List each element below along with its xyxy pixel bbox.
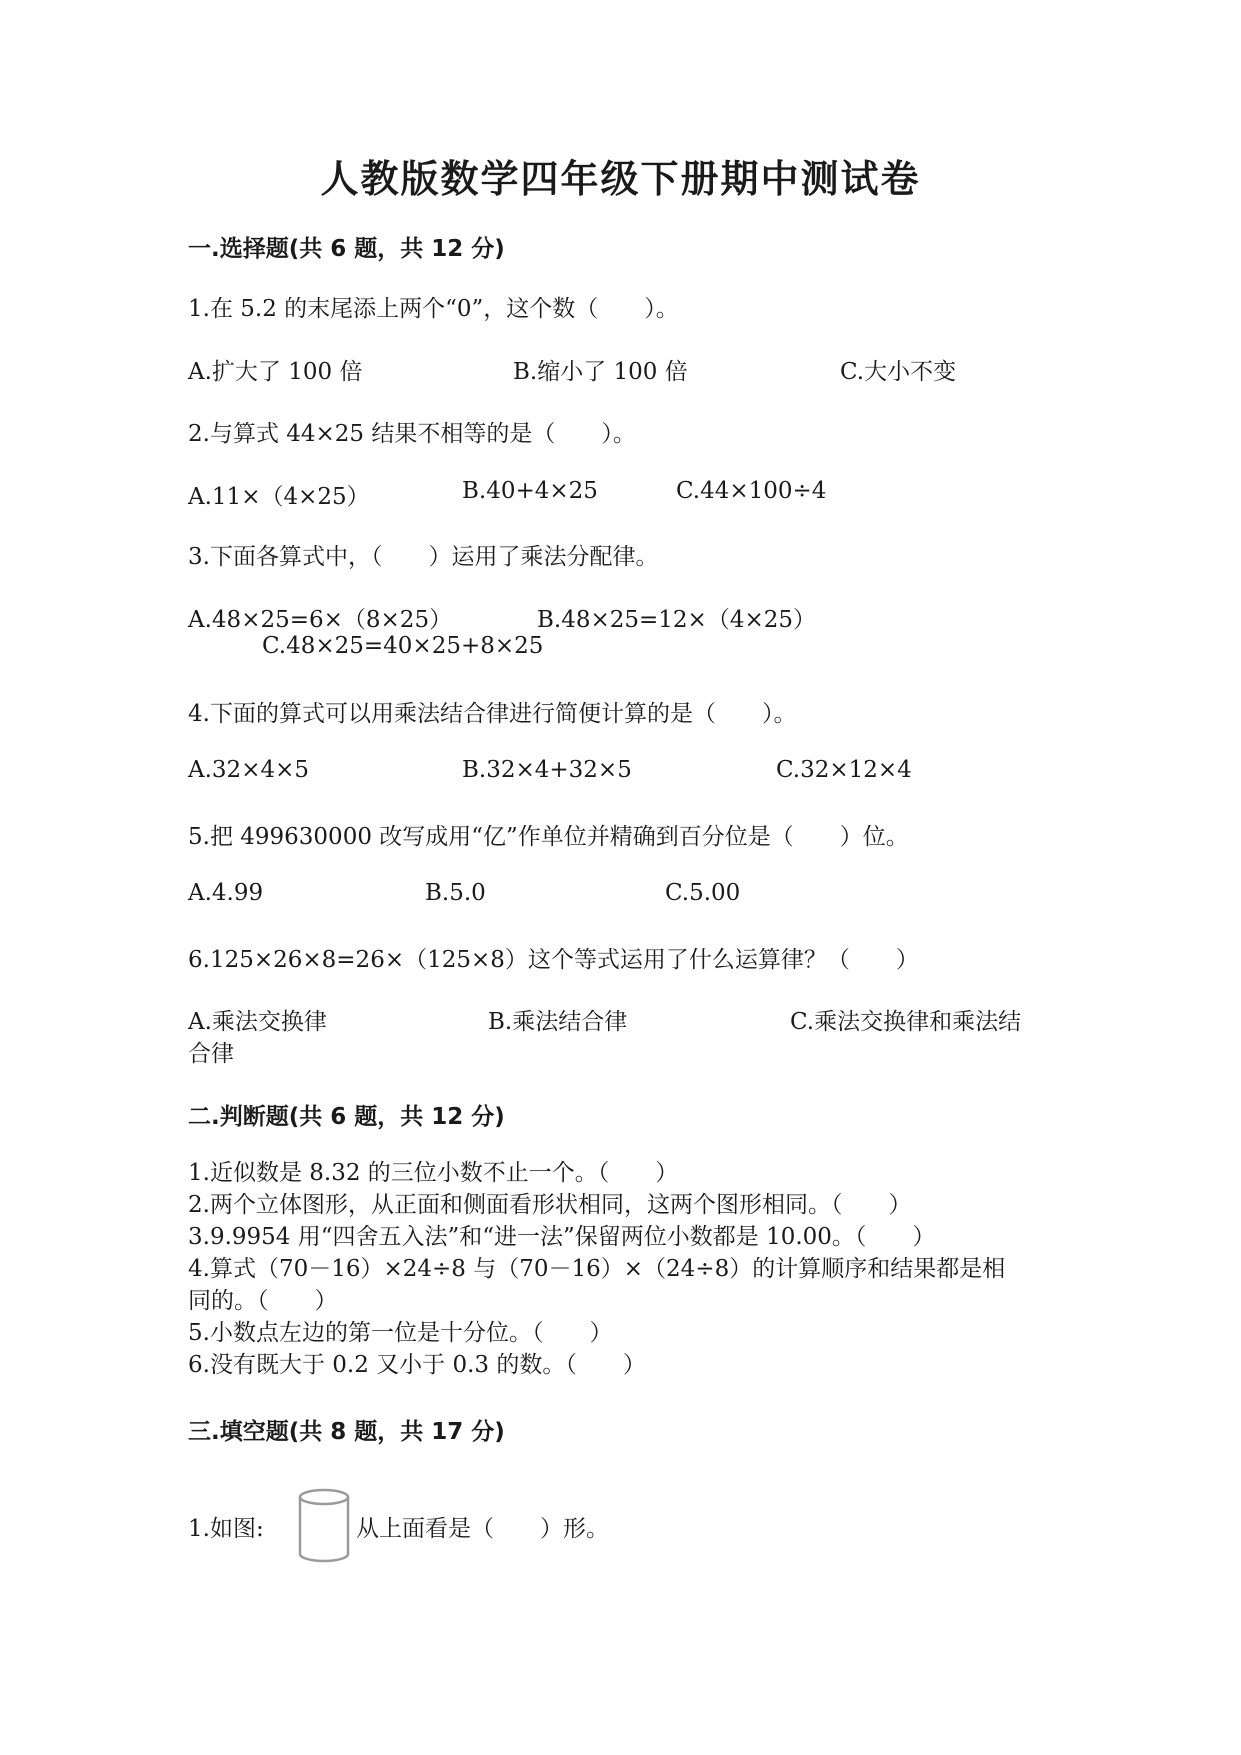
choice-question-2: 2.与算式 44×25 结果不相等的是（ ）。 <box>188 421 636 447</box>
page-title: 人教版数学四年级下册期中测试卷 <box>320 157 921 201</box>
judgement-item: 6.没有既大于 0.2 又小于 0.3 的数。（ ） <box>188 1352 646 1378</box>
choice-question-4: 4.下面的算式可以用乘法结合律进行简便计算的是（ ）。 <box>188 701 797 727</box>
choice-question-3: 3.下面各算式中，（ ）运用了乘法分配律。 <box>188 544 659 570</box>
choice-question-6: 6.125×26×8=26×（125×8）这个等式运用了什么运算律？（ ） <box>188 947 919 973</box>
judgement-item: 4.算式（70－16）×24÷8 与（70－16）×（24÷8）的计算顺序和结果都是相 <box>188 1256 1006 1282</box>
choice-option: A.扩大了 100 倍 <box>188 359 363 385</box>
judgement-item-continued: 同的。（ ） <box>188 1288 338 1314</box>
choice-option: A.4.99 <box>188 880 264 906</box>
choice-option: B.32×4+32×5 <box>462 757 632 783</box>
choice-option: C.5.00 <box>665 880 741 906</box>
choice-option: C.乘法交换律和乘法结 <box>790 1009 1022 1035</box>
choice-option: C.48×25=40×25+8×25 <box>262 633 544 659</box>
judgement-item: 1.近似数是 8.32 的三位小数不止一个。（ ） <box>188 1160 679 1186</box>
judgement-item: 3.9.9954 用“四舍五入法”和“进一法”保留两位小数都是 10.00。（ ） <box>188 1224 936 1250</box>
choice-option: A.11×（4×25） <box>188 484 370 510</box>
choice-option: A.乘法交换律 <box>188 1009 327 1035</box>
fill-question-1-suffix: 从上面看是（ ）形。 <box>356 1516 609 1542</box>
section-heading-choice: 一.选择题(共 6 题，共 12 分) <box>188 236 505 262</box>
section-heading-fill: 三.填空题(共 8 题，共 17 分) <box>188 1419 505 1445</box>
judgement-item: 2.两个立体图形，从正面和侧面看形状相同，这两个图形相同。（ ） <box>188 1192 912 1218</box>
choice-option: A.48×25=6×（8×25） <box>188 607 453 633</box>
choice-option: A.32×4×5 <box>188 757 309 783</box>
choice-option-continued: 合律 <box>188 1041 234 1067</box>
choice-option: B.5.0 <box>425 880 486 906</box>
choice-option: C.44×100÷4 <box>676 478 827 504</box>
choice-option: B.40+4×25 <box>462 478 598 504</box>
fill-question-1-prefix: 1.如图: <box>188 1516 264 1542</box>
choice-option: C.32×12×4 <box>776 757 912 783</box>
choice-question-1: 1.在 5.2 的末尾添上两个“0”，这个数（ ）。 <box>188 296 679 322</box>
choice-option: C.大小不变 <box>840 359 957 385</box>
choice-question-5: 5.把 499630000 改写成用“亿”作单位并精确到百分位是（ ）位。 <box>188 824 909 850</box>
choice-option: B.乘法结合律 <box>488 1009 628 1035</box>
cylinder-figure <box>296 1488 352 1564</box>
section-heading-judgement: 二.判断题(共 6 题，共 12 分) <box>188 1104 505 1130</box>
choice-option: B.缩小了 100 倍 <box>513 359 688 385</box>
choice-option: B.48×25=12×（4×25） <box>537 607 816 633</box>
judgement-item: 5.小数点左边的第一位是十分位。（ ） <box>188 1320 613 1346</box>
